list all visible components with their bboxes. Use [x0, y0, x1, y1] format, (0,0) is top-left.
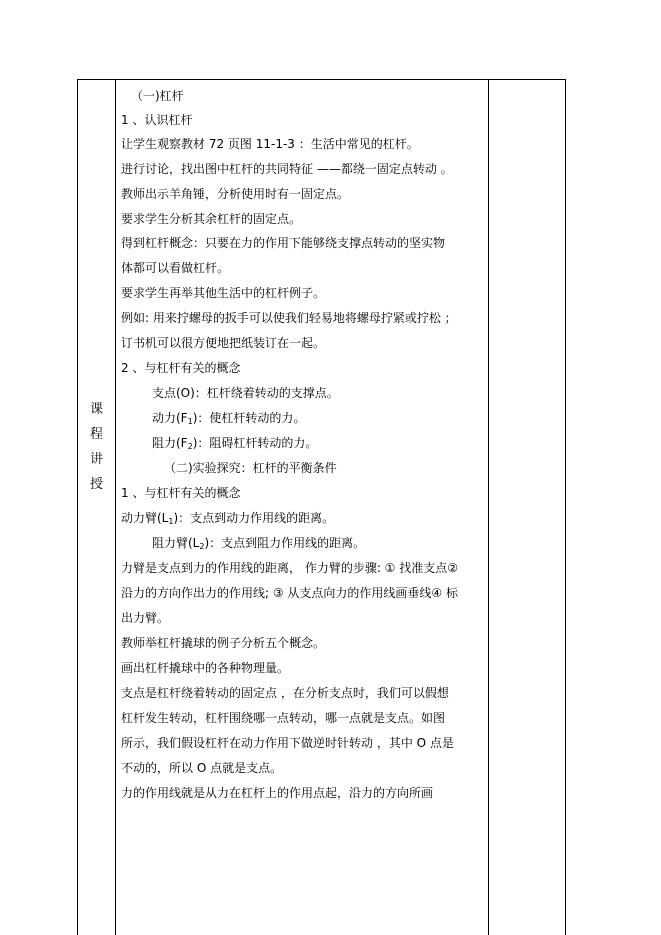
subheading: 1 、与杠杆有关的概念: [121, 486, 241, 500]
text-line: 力的作用线就是从力在杠杆上的作用点起，沿力的方向所画: [121, 786, 434, 800]
concept-effort: 动力$(F_1)$：使杠杆转动的力。: [152, 411, 306, 426]
text-line: 得到杠杆概念：只要在力的作用下能够绕支撑点转动的坚实物: [121, 236, 446, 250]
side-label-char: 课: [89, 402, 103, 417]
concept-load-arm: 阻力臂$(L_2)$：支点到阻力作用线的距离。: [152, 536, 366, 551]
column-divider-left: [115, 80, 116, 935]
text-line: 沿力的方向作出力的作用线; ③ 从支点向力的作用线画垂线④ 标: [121, 586, 459, 600]
concept-effort-arm: 动力臂$(L_1)$：支点到动力作用线的距离。: [121, 511, 335, 526]
side-label-char: 程: [89, 427, 103, 442]
text-line: 教师举杠杆撬球的例子分析五个概念。: [121, 636, 326, 650]
column-divider-right: [488, 80, 489, 935]
text-line: 画出杠杆撬球中的各种物理量。: [121, 661, 290, 675]
lesson-table: [77, 79, 566, 935]
side-label-char: 授: [89, 477, 103, 492]
text-line: 要求学生分析其余杠杆的固定点。: [121, 212, 302, 226]
text-line: 进行讨论，找出图中杠杆的共同特征 ——都绕一固定点转动 。: [121, 162, 453, 176]
concept-fulcrum: 支点(O)：杠杆绕着转动的支撑点。: [152, 386, 339, 400]
section-heading: （一)杠杆: [131, 89, 184, 103]
text-line: 所示，我们假设杠杆在动力作用下做逆时针转动 ，其中 O 点是: [121, 736, 454, 750]
text-line: 不动的，所以 O 点就是支点。: [121, 761, 283, 775]
side-label-char: 讲: [89, 452, 103, 467]
concept-load: 阻力$(F_2)$：阻碍杠杆转动的力。: [152, 436, 318, 451]
subheading: 1 、认识杠杆: [121, 113, 193, 127]
text-line: 订书机可以很方便地把纸装订在一起。: [121, 336, 326, 350]
text-line: 力臂是支点到力的作用线的距离， 作力臂的步骤: ① 找准支点②: [121, 561, 459, 575]
subheading: 2 、与杠杆有关的概念: [121, 361, 241, 375]
text-line: 要求学生再举其他生活中的杠杆例子。: [121, 286, 326, 300]
text-line: 体都可以看做杠杆。: [121, 261, 230, 275]
section-heading: （二)实验探究：杠杆的平衡条件: [164, 461, 337, 475]
text-line: 支点是杠杆绕着转动的固定点 ，在分析支点时，我们可以假想: [121, 686, 449, 700]
text-line: 例如: 用来拧螺母的扳手可以使我们轻易地将螺母拧紧或拧松 ；: [121, 311, 457, 325]
text-line: 教师出示羊角锤，分析使用时有一固定点。: [121, 187, 350, 201]
text-line: 出力臂。: [121, 611, 170, 625]
text-line: 让学生观察教材 72 页图 11-1-3 ：生活中常见的杠杆。: [121, 137, 419, 151]
text-line: 杠杆发生转动，杠杆围绕哪一点转动，哪一点就是支点。如图: [121, 711, 446, 725]
